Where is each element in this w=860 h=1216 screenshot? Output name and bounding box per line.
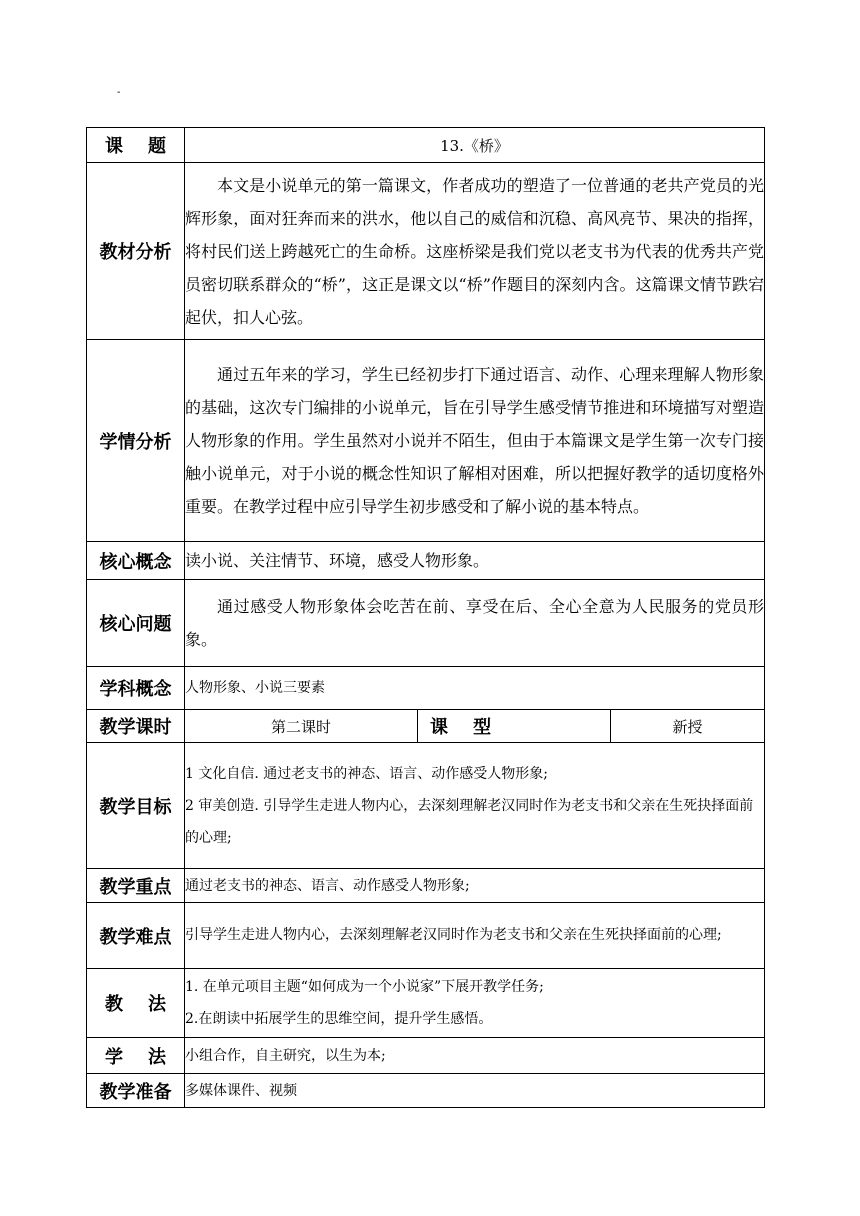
teaching-method-item: 1. 在单元项目主题“如何成为一个小说家”下展开教学任务; xyxy=(185,979,544,995)
core-question-cell xyxy=(185,580,765,667)
difficulties-row xyxy=(87,903,765,969)
learning-method-row xyxy=(87,1038,765,1074)
teaching-method-cell xyxy=(185,969,765,1038)
lesson-hours-row xyxy=(87,710,765,743)
teaching-method-row xyxy=(87,969,765,1038)
material-analysis-label: 教材分析 xyxy=(87,163,185,340)
subject-concept-text: 人物形象、小说三要素 xyxy=(185,667,765,710)
lesson-plan-table xyxy=(86,127,765,1108)
key-points-row xyxy=(87,869,765,903)
title-row xyxy=(87,128,765,163)
teaching-goals-cell xyxy=(185,743,765,869)
student-analysis-label: 学情分析 xyxy=(87,340,185,542)
preparation-row xyxy=(87,1074,765,1108)
core-concept-label: 核心概念 xyxy=(87,542,185,580)
learning-method-label: 学 法 xyxy=(87,1038,185,1074)
key-points-text: 通过老支书的神态、语言、动作感受人物形象; xyxy=(185,869,765,903)
difficulties-label: 教学难点 xyxy=(87,903,185,969)
core-question-text: 通过感受人物形象体会吃苦在前、享受在后、全心全意为人民服务的党员形象。 xyxy=(185,597,765,649)
title-label: 课 题 xyxy=(87,128,185,163)
learning-method-text: 小组合作，自主研究，以生为本; xyxy=(185,1038,765,1074)
key-points-label: 教学重点 xyxy=(87,869,185,903)
teaching-method-label: 教 法 xyxy=(87,969,185,1038)
core-question-label: 核心问题 xyxy=(87,580,185,667)
teaching-goals-label: 教学目标 xyxy=(87,743,185,869)
teaching-goal-item: 1 文化自信. 通过老支书的神态、语言、动作感受人物形象; xyxy=(185,765,548,782)
preparation-label: 教学准备 xyxy=(87,1074,185,1108)
student-analysis-row xyxy=(87,340,765,542)
header-mark: - xyxy=(117,87,121,98)
lesson-type-value: 新授 xyxy=(611,710,765,743)
student-analysis-text: 通过五年来的学习，学生已经初步打下通过语言、动作、心理来理解人物形象的基础，这次专门编排的小说单元，旨在引导学生感受情节推进和环境描写对塑造人物形象的作用。学生虽然对小说并不陌生，但由于本篇课文是学生第一次专门接触小说单元，对于小说的概念性知识了解相对困难，所以把握好教学的适切度格外重要。在教学过程中应引导学生初步感受和了解小说的基本特点。 xyxy=(185,365,765,516)
subject-concept-label: 学科概念 xyxy=(87,667,185,710)
lesson-hours-label: 教学课时 xyxy=(87,710,185,743)
teaching-method-item: 2.在朗读中拓展学生的思维空间，提升学生感悟。 xyxy=(185,1011,493,1027)
student-analysis-cell xyxy=(185,340,765,542)
core-concept-row xyxy=(87,542,765,580)
lesson-hours-value: 第二课时 xyxy=(185,710,418,743)
teaching-goals-row xyxy=(87,743,765,869)
material-analysis-row xyxy=(87,163,765,340)
lesson-type-label: 课 型 xyxy=(418,710,611,743)
core-question-row xyxy=(87,580,765,667)
material-analysis-cell xyxy=(185,163,765,340)
preparation-text: 多媒体课件、视频 xyxy=(185,1074,765,1108)
teaching-goal-item: 2 审美创造. 引导学生走进人物内心，去深刻理解老汉同时作为老支书和父亲在生死抉择面前的心理; xyxy=(185,797,754,846)
subject-concept-row xyxy=(87,667,765,710)
core-concept-text: 读小说、关注情节、环境，感受人物形象。 xyxy=(185,542,765,580)
difficulties-text: 引导学生走进人物内心，去深刻理解老汉同时作为老支书和父亲在生死抉择面前的心理; xyxy=(185,903,765,969)
lesson-title: 13.《桥》 xyxy=(185,128,765,163)
material-analysis-text: 本文是小说单元的第一篇课文，作者成功的塑造了一位普通的老共产党员的光辉形象，面对狂奔而来的洪水，他以自己的威信和沉稳、高风亮节、果决的指挥，将村民们送上跨越死亡的生命桥。这座桥梁是我们党以老支书为代表的优秀共产党员密切联系群众的“桥”，这正是课文以“桥”作题目的深刻内含。这篇课文情节跌宕起伏，扣人心弦。 xyxy=(185,175,765,327)
